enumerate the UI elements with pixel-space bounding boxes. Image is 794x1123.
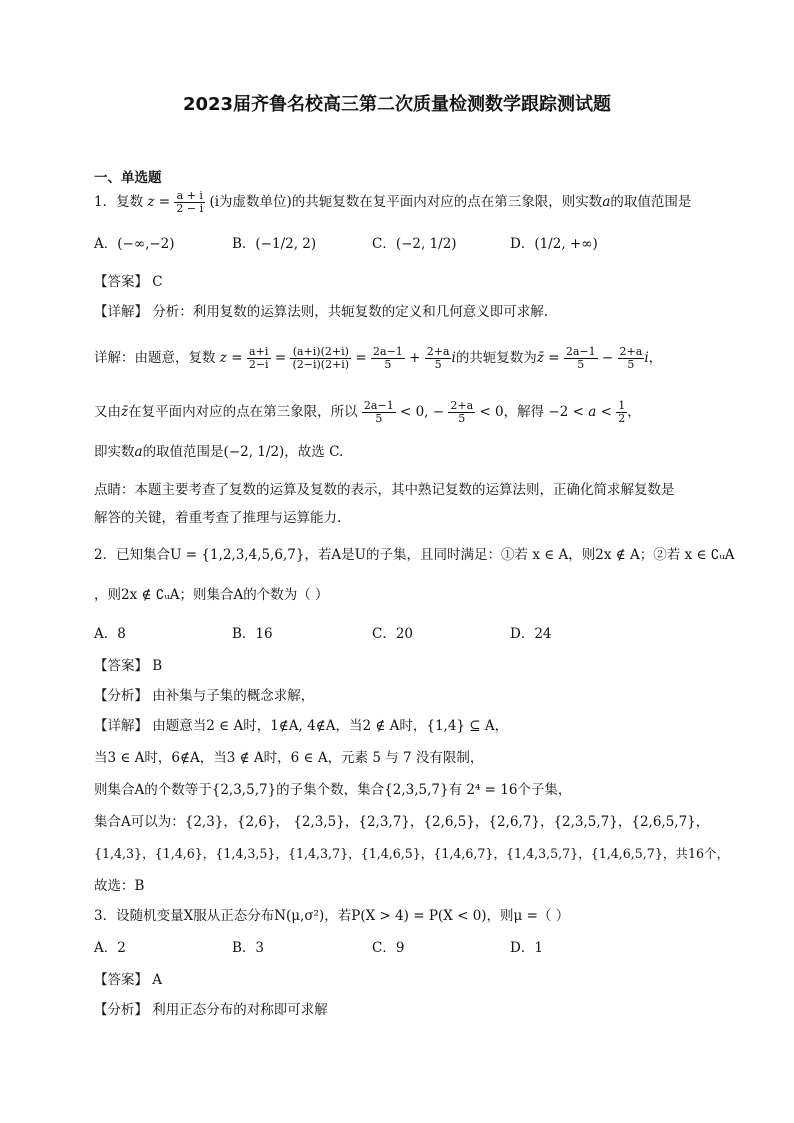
q3-option-b: B．3 [232,940,265,956]
q1-answer [94,272,163,292]
q1-option-b: B．(−1/2, 2) [232,236,317,252]
q2-analysis-text: 由补集与子集的概念求解， [152,688,315,704]
q1-detail-2-mid: 的共轭复数为 [455,350,537,366]
q1-detail-4-prefix: 即实数 [94,444,135,460]
q2-option-a: A．8 [94,626,126,642]
q2-option-c: C．20 [372,626,414,642]
q2-detail-tag: 【详解】 [94,718,148,734]
q3-option-c: C．9 [372,940,405,956]
q1-option-d: D．(1/2, +∞) [510,236,598,252]
q1-note-1: 点睛：本题主要考查了复数的运算及复数的表示，其中熟记复数的运算法则，正确化简求解复数是 [94,482,675,498]
page-title: 2023届齐鲁名校高三第二次质量检测数学跟踪测试题 [182,94,612,115]
q3-stem: 3．设随机变量X服从正态分布N(μ,σ²)，若P(X > 4) = P(X < 0)，则μ =（ ） [94,908,570,924]
q1-detail-4: 即实数a的取值范围是(−2, 1/2)，故选 C. [94,444,344,460]
q1-detail-3-post: ，解得 [503,404,545,420]
q3-analysis-text: 利用正态分布的对称即可求解 [152,1002,328,1018]
q1-note-2: 解答的关键，着重考查了推理与运算能力. [94,510,342,526]
q1-answer-value: C [152,274,163,290]
q1-detail-3-mid: 在复平面内对应的点在第三象限，所以 [128,404,358,420]
q1-stem: 1．复数 z = $\frac{a + i}{2 - i}$ (i为虚数单位)的共轭复数在复平面内对应的点在第三象限，则实数a的取值范围是 [94,189,692,215]
q1-detail-2-prefix: 详解：由题意，复数 [94,350,216,366]
q2-option-d: D．24 [510,626,552,642]
q1-stem-tail: 的取值范围是 [610,194,692,210]
q2-analysis-tag: 【分析】 [94,688,148,704]
q2-answer-tag: 【答案】 [94,658,148,674]
q2-detail-2: 当3 ∈ A时，6∉A，当3 ∉ A时，6 ∈ A，元素 5 与 7 没有限制， [94,750,484,766]
q3-option-a: A．2 [94,940,126,956]
q3-answer-tag: 【答案】 [94,972,148,988]
q1-answer-tag: 【答案】 [94,274,148,290]
q1-detail-3: 又由z̄在复平面内对应的点在第三象限，所以 $\frac{2a-1}{5}$ < 0, − $\frac{2+a}{5}$ < 0，解得 −2 < a < $\frac{1}{2}$ ， [94,399,641,425]
q2-stem-2: ，则2x ∉ ∁ᵤA；则集合A的个数为（ ） [94,587,329,603]
q2-answer-value: B [152,658,163,674]
q3-analysis [94,1000,328,1020]
q2-stem-1: 2．已知集合U = {1,2,3,4,5,6,7}，若A是U的子集，且同时满足：①若 x ∈ A，则2x ∉ A；②若 x ∈ ∁ᵤA [94,547,735,563]
q1-stem-prefix: 1．复数 [94,194,144,210]
q1-stem-body: (i为虚数单位)的共轭复数在复平面内对应的点在第三象限，则实数 [209,194,603,210]
q2-detail-1 [94,716,508,736]
q1-detail-tag: 【详解】 [94,304,148,320]
q2-detail-3: 则集合A的个数等于{2,3,5,7}的子集个数，集合{2,3,5,7}有 2⁴ = 16个子集， [94,782,572,798]
q2-detail-6: 故选：B [94,878,145,894]
q1-detail-2: 详解：由题意，复数 z = $\frac{a+i}{2-i}$ = $\frac{(a+i)(2+i)}{(2-i)(2+i)}$ = $\frac{2a-1}{5}$ + $\frac{2+a}{5}$ i的共轭复数为z̄ = $\frac{2a-1}{5}$ − $\frac{2+a}{5}$ i， [94,345,663,371]
q2-answer [94,656,162,676]
q1-option-c: C．(−2, 1/2) [372,236,457,252]
q3-option-d: D．1 [510,940,543,956]
q3-answer-value: A [152,972,163,988]
q1-detail-3-prefix: 又由 [94,404,121,420]
q1-frac-denominator: 2 − i [176,202,204,215]
q3-answer [94,970,162,990]
q1-option-a: A．(−∞,−2) [94,236,175,252]
q3-analysis-tag: 【分析】 [94,1002,148,1018]
q2-detail-text: 由题意当2 ∈ A时，1∉A, 4∉A，当2 ∉ A时，{1,4} ⊆ A， [152,718,509,734]
q2-analysis [94,686,314,706]
q1-frac-numerator: a + i [174,190,205,203]
q1-detail-text: 分析：利用复数的运算法则，共轭复数的定义和几何意义即可求解. [152,304,549,320]
q1-detail-1 [94,302,548,322]
section-heading: 一、单选题 [94,170,162,186]
q2-option-b: B．16 [232,626,273,642]
q2-detail-5: {1,4,3}，{1,4,6}，{1,4,3,5}，{1,4,3,7}，{1,4,6,5}，{1,4,6,7}，{1,4,3,5,7}，{1,4,6,5,7}，共16个， [94,846,730,861]
q2-detail-4: 集合A可以为：{2,3}，{2,6}， {2,3,5}，{2,3,7}，{2,6,5}，{2,6,7}，{2,3,5,7}，{2,6,5,7}， [94,814,710,830]
q1-detail-4-body: 的取值范围是(−2, 1/2)，故选 C. [142,444,344,460]
q1-stem-fraction [174,190,205,215]
